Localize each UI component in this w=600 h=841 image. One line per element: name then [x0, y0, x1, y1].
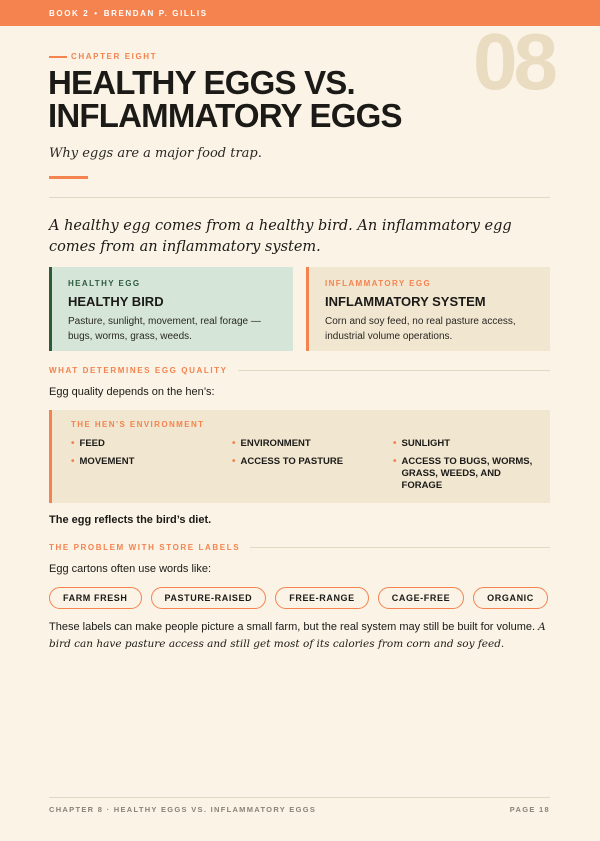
bullet-icon: • — [393, 456, 397, 467]
label-pill: PASTURE-RAISED — [151, 587, 267, 609]
list-item-label: ACCESS TO BUGS, WORMS, GRASS, WEEDS, AND FORAGE — [401, 456, 533, 491]
hen-environment-box — [49, 410, 550, 503]
chapter-subtitle: Why eggs are a major food trap. — [49, 146, 262, 161]
egg-quality-intro: Egg quality depends on the hen’s: — [49, 386, 215, 398]
label-pill: CAGE-FREE — [378, 587, 464, 609]
bullet-icon: • — [71, 438, 75, 449]
card-tag: INFLAMMATORY EGG — [325, 279, 432, 288]
list-item — [232, 456, 393, 492]
bullet-icon: • — [71, 456, 75, 467]
label-pill: ORGANIC — [473, 587, 548, 609]
kicker-rule — [49, 56, 67, 58]
healthy-egg-card — [49, 267, 293, 351]
environment-list — [71, 438, 550, 492]
card-body: Corn and soy feed, no real pasture access, industrial volume operations. — [325, 316, 516, 342]
footer-divider — [49, 797, 550, 798]
list-item — [71, 438, 232, 450]
list-item-label: FEED — [79, 438, 105, 449]
section-heading-rule — [250, 547, 550, 548]
card-heading: HEALTHY BIRD — [68, 294, 164, 309]
kicker-text: CHAPTER EIGHT — [71, 52, 158, 61]
label-pill: FREE-RANGE — [275, 587, 369, 609]
section-heading-rule — [238, 370, 550, 371]
running-footer — [49, 805, 550, 814]
bullet-icon: • — [232, 456, 236, 467]
inflammatory-egg-card — [306, 267, 550, 351]
section-heading-egg-quality — [49, 366, 550, 375]
separator-dot: • — [94, 9, 99, 18]
list-item-label: MOVEMENT — [79, 456, 135, 467]
section-heading-text: THE PROBLEM WITH STORE LABELS — [49, 543, 241, 552]
author-label: BRENDAN P. GILLIS — [103, 9, 208, 18]
accent-rule — [49, 176, 88, 179]
section-heading-store-labels — [49, 543, 550, 552]
bullet-icon: • — [232, 438, 236, 449]
title-line-2: INFLAMMATORY EGGS — [48, 97, 402, 134]
chapter-number: 08 — [473, 17, 554, 106]
list-item-label: ENVIRONMENT — [240, 438, 311, 449]
list-item — [232, 438, 393, 450]
lede-paragraph: A healthy egg comes from a healthy bird. An inflammatory egg comes from an inflammatory system. — [49, 218, 512, 255]
box-tag: THE HEN’S ENVIRONMENT — [71, 420, 205, 429]
list-item — [393, 438, 543, 450]
label-pill: FARM FRESH — [49, 587, 142, 609]
egg-quality-conclusion: The egg reflects the bird’s diet. — [49, 514, 212, 526]
title-line-1: HEALTHY EGGS VS. — [48, 64, 355, 101]
list-item — [71, 456, 232, 492]
card-body: Pasture, sunlight, movement, real forage — bugs, worms, grass, weeds. — [68, 316, 261, 342]
label-pill-row — [49, 587, 557, 609]
section-heading-text: WHAT DETERMINES EGG QUALITY — [49, 366, 228, 375]
footer-chapter-label: CHAPTER 8 · HEALTHY EGGS VS. INFLAMMATORY EGGS — [49, 805, 317, 814]
chapter-kicker — [49, 52, 157, 61]
list-item-label: SUNLIGHT — [401, 438, 451, 449]
page-number: PAGE 18 — [509, 805, 550, 814]
chapter-title — [48, 66, 468, 132]
book-label: BOOK 2 — [49, 9, 90, 18]
card-tag: HEALTHY EGG — [68, 279, 141, 288]
store-labels-intro: Egg cartons often use words like: — [49, 563, 212, 575]
closing-paragraph — [49, 619, 554, 652]
list-item — [393, 456, 543, 492]
divider — [49, 197, 550, 198]
list-item-label: ACCESS TO PASTURE — [240, 456, 344, 467]
closing-italic-text: A bird can have pasture access and still get most of its calories from corn and soy feed. — [49, 621, 546, 650]
card-heading: INFLAMMATORY SYSTEM — [325, 294, 486, 309]
bullet-icon: • — [393, 438, 397, 449]
closing-plain-text: These labels can make people picture a small farm, but the real system may still be built for volume. — [49, 621, 536, 633]
